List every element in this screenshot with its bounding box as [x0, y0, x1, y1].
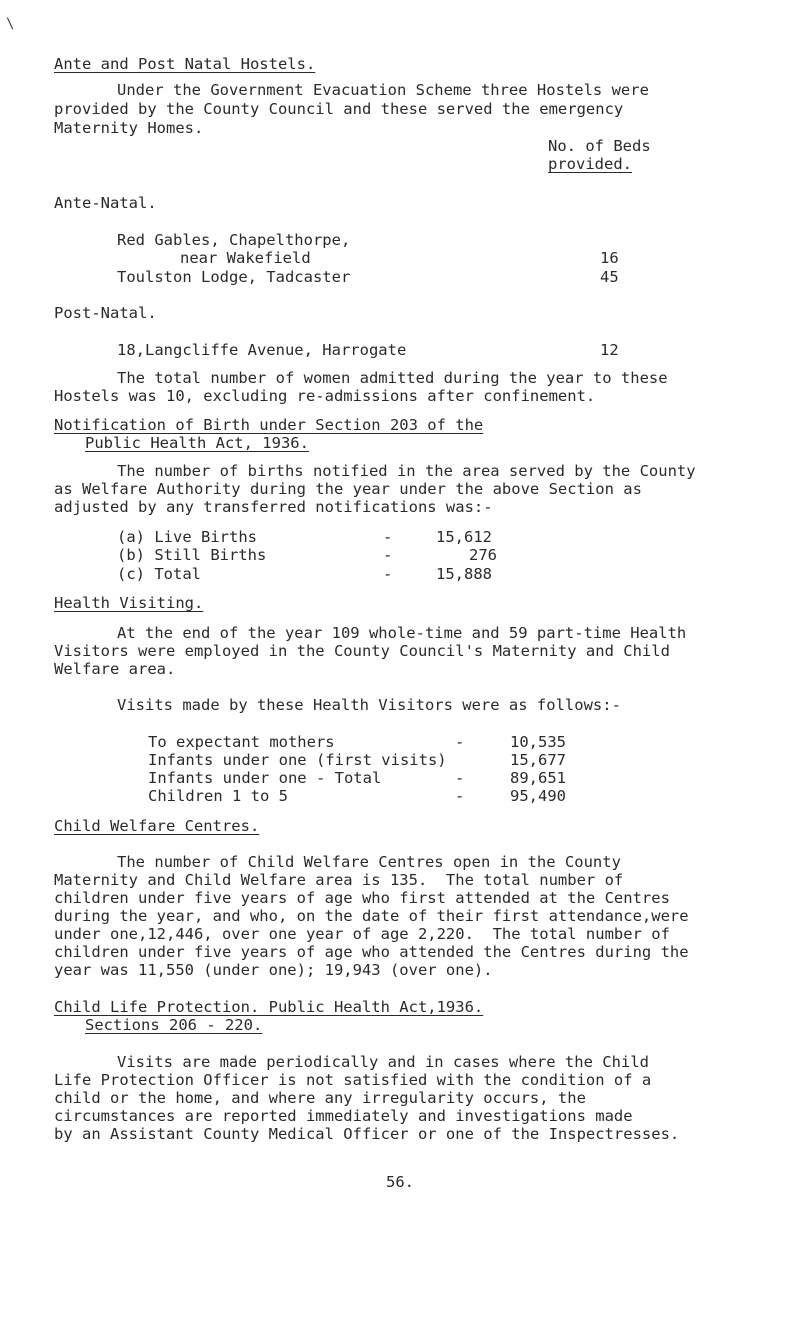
child-life-line: circumstances are reported immediately and investigations made: [54, 1107, 633, 1125]
notification-text-line: adjusted by any transferred notifications was:-: [54, 498, 493, 516]
child-welfare-line: year was 11,550 (under one); 19,943 (over one).: [54, 961, 493, 979]
health-visiting-text-line: Welfare area.: [54, 660, 176, 678]
births-label: (a) Live Births: [117, 528, 257, 546]
section-heading-child-welfare: Child Welfare Centres.: [54, 817, 260, 835]
section-heading-notification: Public Health Act, 1936.: [85, 434, 309, 452]
beds-column-header: provided.: [548, 155, 632, 173]
child-life-line: Visits are made periodically and in cases where the Child: [117, 1053, 649, 1071]
child-life-line: Life Protection Officer is not satisfied with the condition of a: [54, 1071, 652, 1089]
ante-natal-heading: Ante-Natal.: [54, 194, 157, 212]
hostels-intro-line: Under the Government Evacuation Scheme three Hostels were: [117, 81, 649, 99]
hostel-name: near Wakefield: [180, 249, 311, 267]
births-label: (c) Total: [117, 565, 201, 583]
health-visiting-text-line: Visitors were employed in the County Council's Maternity and Child: [54, 642, 670, 660]
beds-column-header: No. of Beds: [548, 137, 651, 155]
visits-intro: Visits made by these Health Visitors were as follows:-: [117, 696, 621, 714]
visits-label: Children 1 to 5: [148, 787, 288, 805]
child-welfare-line: children under five years of age who first attended at the Centres: [54, 889, 670, 907]
child-welfare-line: children under five years of age who attended the Centres during the: [54, 943, 689, 961]
births-value: 15,612: [436, 528, 492, 546]
child-life-line: child or the home, and where any irregularity occurs, the: [54, 1089, 586, 1107]
child-welfare-line: Maternity and Child Welfare area is 135. The total number of: [54, 871, 624, 889]
section-heading-hostels: Ante and Post Natal Hostels.: [54, 55, 316, 73]
visits-value: 15,677: [510, 751, 566, 769]
births-dash: -: [383, 546, 393, 564]
births-dash: -: [383, 565, 393, 583]
hostel-beds: 16: [600, 249, 619, 267]
visits-dash: -: [455, 787, 465, 805]
section-heading-child-life: Sections 206 - 220.: [85, 1016, 263, 1034]
corner-mark: \: [6, 16, 15, 32]
child-life-line: by an Assistant County Medical Officer or one of the Inspectresses.: [54, 1125, 680, 1143]
notification-text-line: The number of births notified in the area served by the County: [117, 462, 696, 480]
child-welfare-line: during the year, and who, on the date of their first attendance,were: [54, 907, 689, 925]
child-welfare-line: The number of Child Welfare Centres open in the County: [117, 853, 621, 871]
page-number: 56.: [386, 1173, 414, 1191]
hostel-name: Toulston Lodge, Tadcaster: [117, 268, 351, 286]
section-heading-notification: Notification of Birth under Section 203 of the: [54, 416, 484, 434]
visits-dash: -: [455, 769, 465, 787]
visits-value: 89,651: [510, 769, 566, 787]
section-heading-health-visiting: Health Visiting.: [54, 594, 204, 612]
hostels-intro-line: provided by the County Council and these served the emergency: [54, 100, 624, 118]
births-label: (b) Still Births: [117, 546, 267, 564]
notification-text-line: as Welfare Authority during the year under the above Section as: [54, 480, 642, 498]
hostel-name: 18,Langcliffe Avenue, Harrogate: [117, 341, 407, 359]
health-visiting-text-line: At the end of the year 109 whole-time and 59 part-time Health: [117, 624, 687, 642]
hostels-total-line: Hostels was 10, excluding re-admissions after confinement.: [54, 387, 596, 405]
visits-value: 95,490: [510, 787, 566, 805]
births-value: 276: [469, 546, 497, 564]
births-dash: -: [383, 528, 393, 546]
hostels-intro-line: Maternity Homes.: [54, 119, 204, 137]
hostels-total-line: The total number of women admitted during the year to these: [117, 369, 668, 387]
visits-label: Infants under one (first visits): [148, 751, 447, 769]
visits-label: To expectant mothers: [148, 733, 335, 751]
hostel-beds: 12: [600, 341, 619, 359]
child-welfare-line: under one,12,446, over one year of age 2,220. The total number of: [54, 925, 670, 943]
post-natal-heading: Post-Natal.: [54, 304, 157, 322]
visits-label: Infants under one - Total: [148, 769, 382, 787]
hostel-name: Red Gables, Chapelthorpe,: [117, 231, 351, 249]
visits-value: 10,535: [510, 733, 566, 751]
births-value: 15,888: [436, 565, 492, 583]
visits-dash: -: [455, 733, 465, 751]
section-heading-child-life: Child Life Protection. Public Health Act,1936.: [54, 998, 484, 1016]
hostel-beds: 45: [600, 268, 619, 286]
